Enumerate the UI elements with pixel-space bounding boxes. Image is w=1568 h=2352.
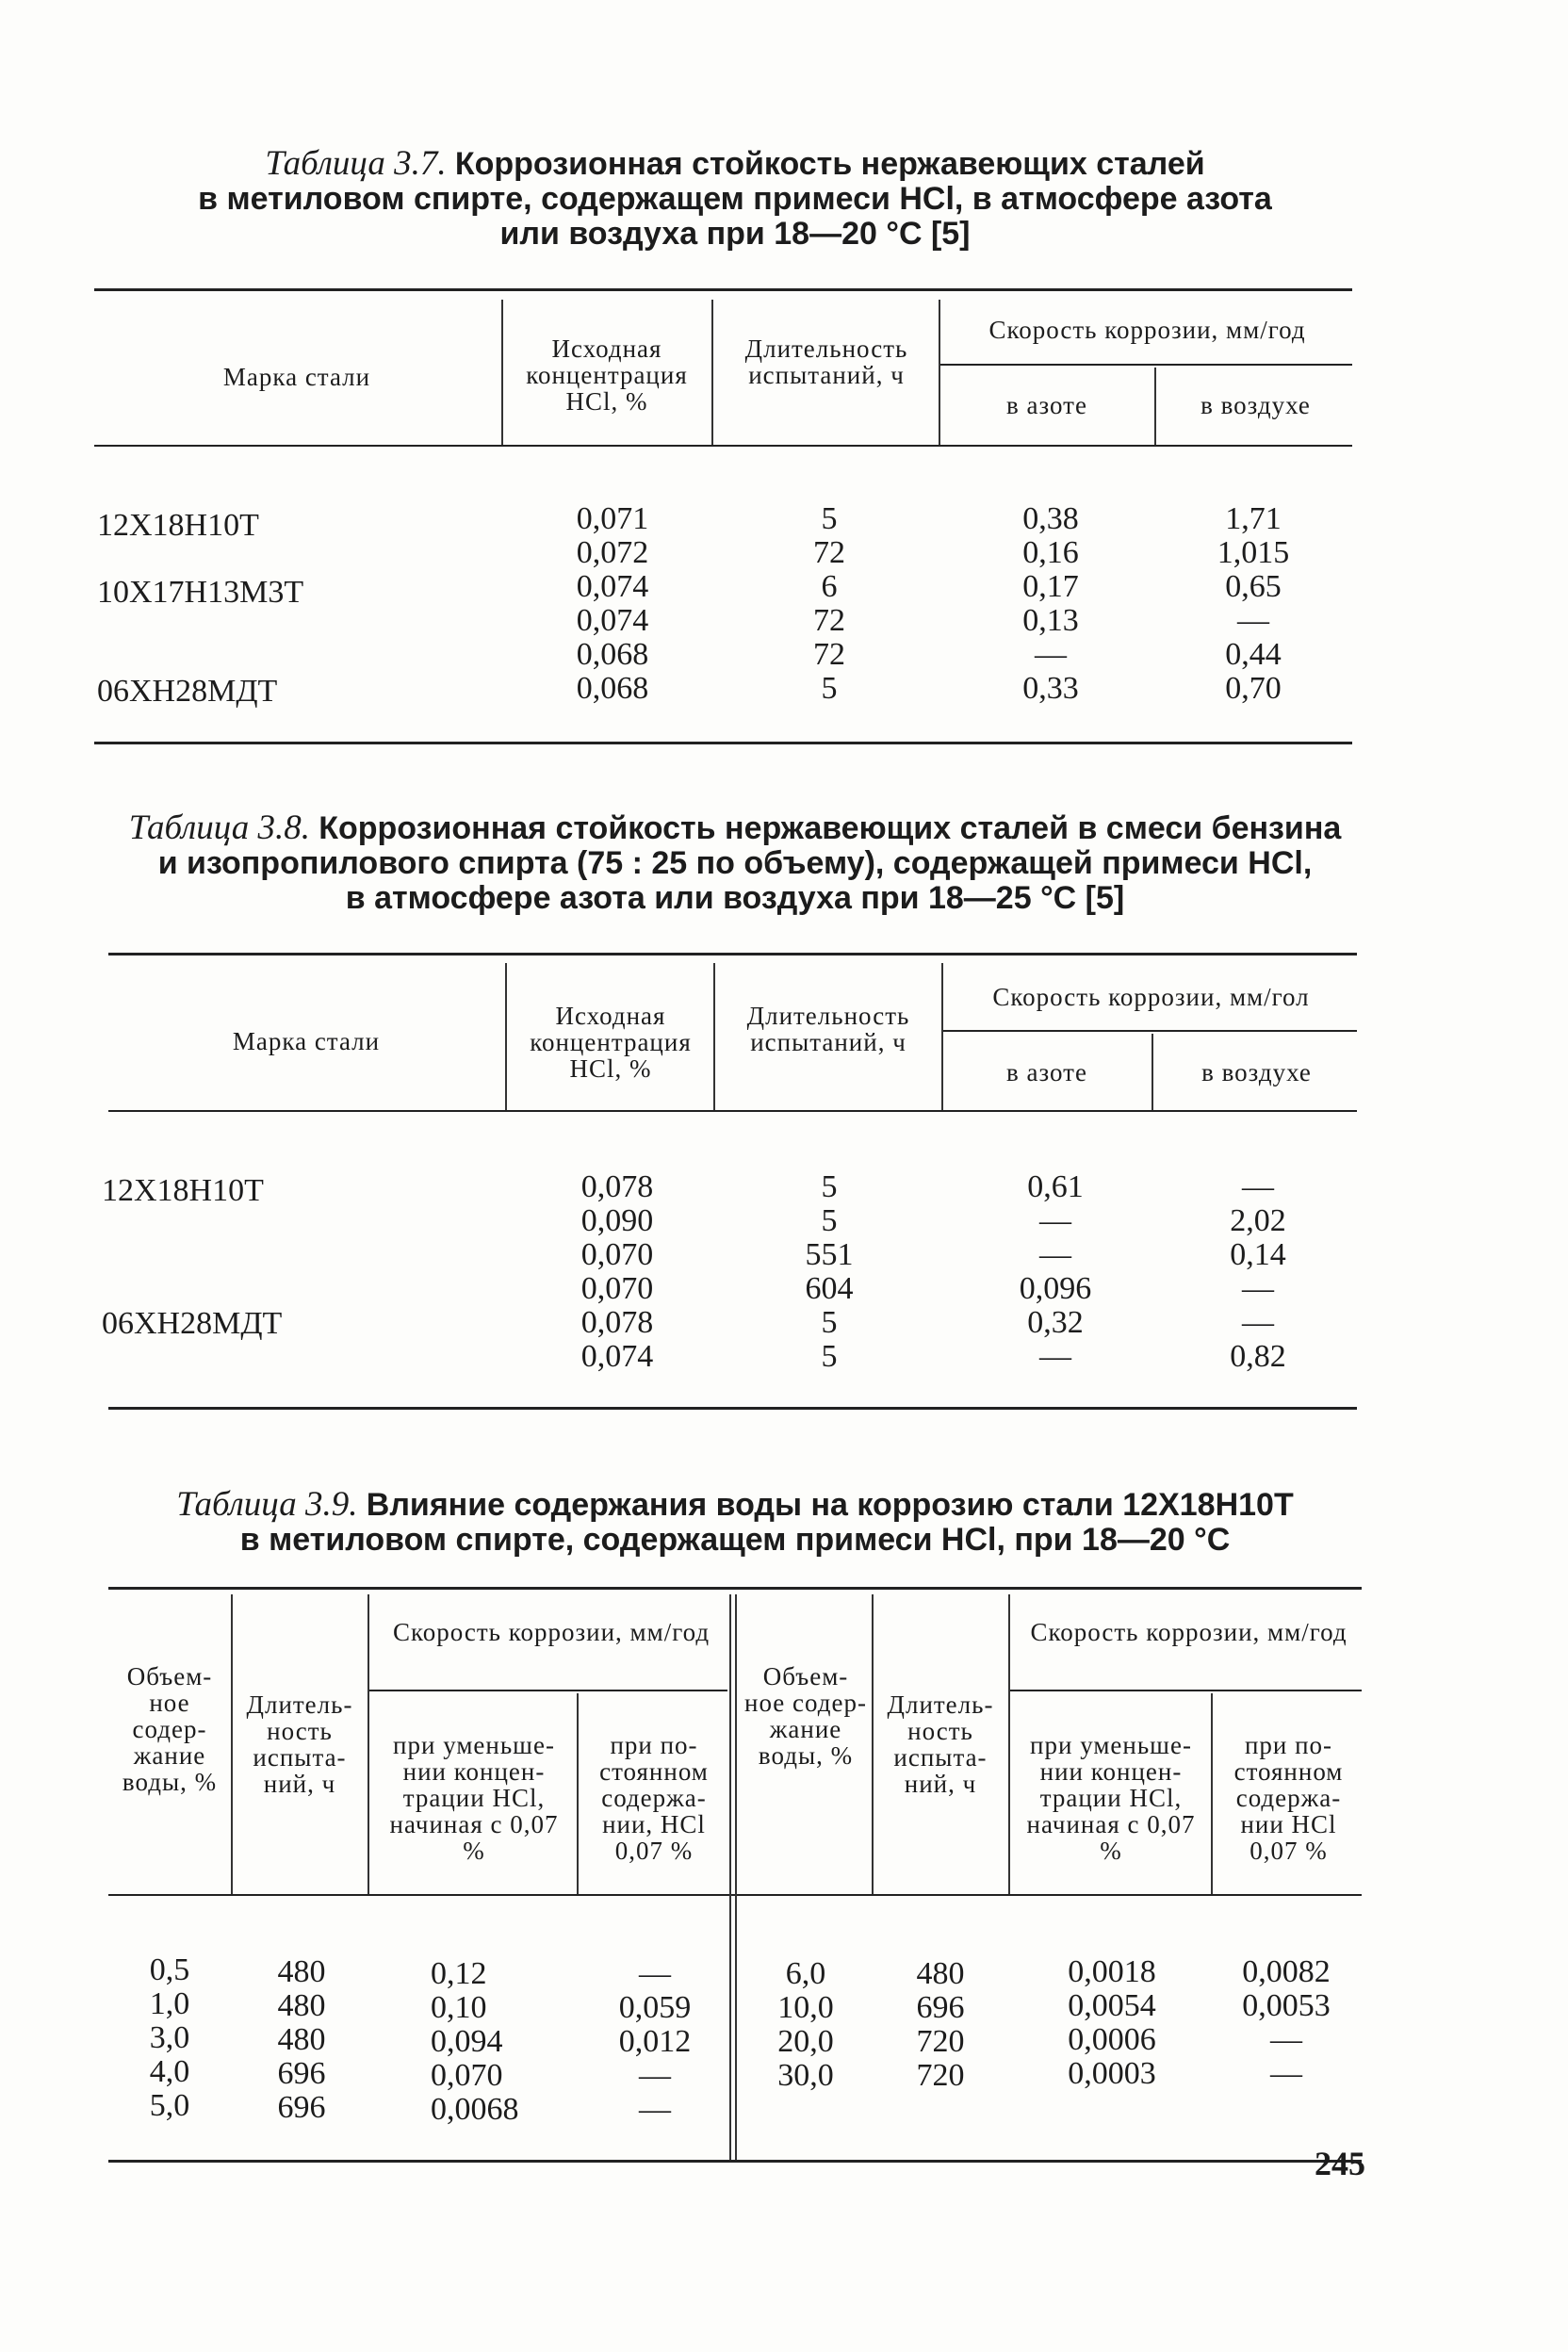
table39-header-rate-right: Скорость коррозии, мм/год <box>1030 1618 1348 1646</box>
table39-cell: 3,0 <box>149 2020 190 2055</box>
table37-caption-label: Таблица 3.7. <box>265 144 447 183</box>
table37-caption-line3: или воздуха при 18—20 °С [5] <box>499 216 971 252</box>
table38-cell: — <box>1242 1305 1274 1340</box>
table38-cell: 0,078 <box>580 1305 654 1340</box>
table39-header-water: Объем-ное содер-жание воды, % <box>122 1662 218 1796</box>
table38-cell: 0,32 <box>1027 1305 1084 1340</box>
table37-cell: 5 <box>821 501 838 536</box>
table38-caption-label: Таблица 3.8. <box>128 808 310 847</box>
table38-cell: 0,070 <box>580 1271 654 1306</box>
table38-cell: 0,074 <box>580 1339 654 1374</box>
table38-cell: 0,090 <box>580 1203 654 1238</box>
table39-cell: — <box>639 2058 671 2093</box>
table37-cell: 0,38 <box>1022 501 1079 536</box>
table39-cell: 696 <box>916 1990 965 2025</box>
table38-cell: — <box>1039 1203 1071 1238</box>
table38-cell: — <box>1039 1237 1071 1272</box>
table37-caption-line2: в метиловом спирте, содержащем примеси HCl, в атмосфере азота <box>198 181 1272 217</box>
table39-cell: 480 <box>277 1988 326 2023</box>
table38-cell: 0,14 <box>1230 1237 1286 1272</box>
table39-cell: 30,0 <box>777 2058 834 2093</box>
table39-cell: 5,0 <box>149 2088 190 2123</box>
table38-cell: 5 <box>821 1305 838 1340</box>
table39-cell: 480 <box>277 1954 326 1989</box>
table37-cell: — <box>1035 637 1067 672</box>
table39-vline <box>872 1594 874 1894</box>
table39-header-dec: при уменьше-нии концен-трации HCl, начиная с 0,07 % <box>389 1731 559 1865</box>
table38-rate-rule <box>942 1030 1357 1032</box>
table38-cell: 2,02 <box>1230 1203 1286 1238</box>
table38-caption-line1: Коррозионная стойкость нержавеющих сталей в смеси бензина <box>318 810 1342 846</box>
table39-double-vline <box>729 1594 731 2160</box>
table39-bottom-rule <box>108 2160 1362 2163</box>
table39-cell: 0,10 <box>431 1990 487 2025</box>
table37-grade: 10Х17Н13М3Т <box>97 575 304 610</box>
table38-grade: 06ХН28МДТ <box>102 1306 283 1341</box>
table38-header-rule <box>108 1110 1357 1112</box>
table37-cell: 0,44 <box>1225 637 1282 672</box>
table38-cell: — <box>1242 1271 1274 1306</box>
table38-cell: 551 <box>805 1237 854 1272</box>
table39-cell: 0,0018 <box>1068 1954 1156 1989</box>
table37-top-rule <box>94 288 1352 291</box>
table39-cell: 0,0053 <box>1242 1988 1331 2023</box>
table38-top-rule <box>108 953 1357 956</box>
table37-cell: 0,13 <box>1022 603 1079 638</box>
table38-cell: — <box>1039 1339 1071 1374</box>
table38-caption <box>85 810 1385 916</box>
table38-cell: 5 <box>821 1203 838 1238</box>
table39-cell: 0,0054 <box>1068 1988 1156 2023</box>
table38-vline <box>1152 1034 1153 1110</box>
table39-double-vline <box>735 1594 737 2160</box>
table37-cell: 1,71 <box>1225 501 1282 536</box>
table38-vline <box>505 963 507 1110</box>
table38-header-n2: в азоте <box>1006 1058 1087 1086</box>
table37-cell: 0,70 <box>1225 671 1282 706</box>
table37-caption <box>85 146 1385 252</box>
table37-cell: 0,074 <box>576 569 649 604</box>
table37-cell: 0,071 <box>576 501 649 536</box>
table39-cell: 720 <box>916 2058 965 2093</box>
table39-header-const-right: при по-стоянном содержа-нии HCl 0,07 % <box>1233 1731 1344 1865</box>
table39-top-rule <box>108 1587 1362 1590</box>
table37-caption-line1: Коррозионная стойкость нержавеющих сталей <box>454 146 1205 182</box>
table39-cell: 20,0 <box>777 2024 834 2059</box>
table38-cell: 0,61 <box>1027 1169 1084 1204</box>
table39-cell: 0,0003 <box>1068 2056 1156 2091</box>
table39-cell: 0,0082 <box>1242 1954 1331 1989</box>
table39-vline <box>231 1594 233 1894</box>
table39-caption <box>85 1487 1385 1558</box>
table39-cell: — <box>1270 2056 1302 2091</box>
table38-cell: 5 <box>821 1169 838 1204</box>
table38-header-dur: Длительность испытаний, ч <box>746 1002 910 1056</box>
table38-header-rate: Скорость коррозии, мм/гол <box>992 983 1310 1011</box>
table37-cell: 0,068 <box>576 671 649 706</box>
table37-header-rate: Скорость коррозии, мм/год <box>988 316 1306 344</box>
table37-header-n2: в азоте <box>1006 391 1087 419</box>
table38-cell: 0,078 <box>580 1169 654 1204</box>
table37-cell: 0,33 <box>1022 671 1079 706</box>
table37-cell: 0,074 <box>576 603 649 638</box>
table37-cell: 72 <box>813 637 845 672</box>
table37-header-rule <box>94 445 1352 447</box>
table37-header-air: в воздухе <box>1200 391 1311 419</box>
table37-cell: — <box>1237 603 1269 638</box>
table39-cell: 1,0 <box>149 1986 190 2021</box>
table39-cell: — <box>639 2092 671 2127</box>
table39-header-dec-right: при уменьше-нии концен-трации HCl, начиная с 0,07 % <box>1026 1731 1196 1865</box>
table39-cell: 696 <box>277 2056 326 2091</box>
table37-vline <box>501 300 503 445</box>
table39-cell: 6,0 <box>785 1956 826 1991</box>
table39-header-water-right: Объем-ное содер-жание воды, % <box>744 1662 867 1770</box>
table37-header-dur: Длительность испытаний, ч <box>744 335 908 389</box>
table39-cell: 0,0068 <box>431 2092 519 2127</box>
table38-header-air: в воздухе <box>1201 1058 1312 1086</box>
table38-cell: 604 <box>805 1271 854 1306</box>
table39-cell: 0,070 <box>431 2058 503 2093</box>
page-number: 245 <box>1315 2145 1365 2182</box>
table39-cell: 0,0006 <box>1068 2022 1156 2057</box>
table39-cell: 696 <box>277 2090 326 2125</box>
table37-cell: 1,015 <box>1217 535 1290 570</box>
table37-cell: 5 <box>821 671 838 706</box>
table37-vline <box>1154 368 1156 445</box>
table39-rate-rule-right <box>1010 1690 1362 1691</box>
table39-header-const: при по-стоянном содержа-нии, HCl 0,07 % <box>599 1731 709 1865</box>
table38-cell: 0,82 <box>1230 1339 1286 1374</box>
table37-cell: 0,16 <box>1022 535 1079 570</box>
table39-cell: 0,12 <box>431 1956 487 1991</box>
table39-header-rate: Скорость коррозии, мм/год <box>392 1618 710 1646</box>
table39-cell: 0,059 <box>618 1990 692 2025</box>
table39-rate-rule-left <box>369 1690 727 1691</box>
table37-cell: 0,65 <box>1225 569 1282 604</box>
table37-vline <box>711 300 713 445</box>
table38-header-grade: Марка стали <box>232 1027 381 1055</box>
table38-caption-line2: и изопропилового спирта (75 : 25 по объему), содержащей примеси HCl, <box>157 845 1313 881</box>
table37-header-conc: Исходная концентрация HCl, % <box>526 335 688 416</box>
table38-vline <box>713 963 715 1110</box>
table39-cell: — <box>639 1956 671 1991</box>
table38-vline <box>941 963 943 1110</box>
table38-header-conc: Исходная концентрация HCl, % <box>530 1002 692 1083</box>
table38-caption-line3: в атмосфере азота или воздуха при 18—25 °С [5] <box>345 880 1125 916</box>
table39-header-dur: Длитель-ность испыта-ний, ч <box>246 1690 353 1798</box>
table39-cell: 0,094 <box>431 2024 503 2059</box>
table38-cell: 0,096 <box>1019 1271 1092 1306</box>
table39-vline <box>1211 1693 1213 1894</box>
table37-grade: 06ХН28МДТ <box>97 674 278 709</box>
table39-vline <box>577 1693 579 1894</box>
table38-grade: 12Х18Н10Т <box>102 1173 264 1208</box>
table37-cell: 0,17 <box>1022 569 1079 604</box>
table39-vline <box>368 1594 369 1894</box>
table39-cell: 10,0 <box>777 1990 834 2025</box>
table37-vline <box>939 300 940 445</box>
table39-cell: 720 <box>916 2024 965 2059</box>
table39-cell: 4,0 <box>149 2054 190 2089</box>
table37-header-grade: Марка стали <box>222 363 371 391</box>
table37-cell: 0,068 <box>576 637 649 672</box>
table39-cell: 480 <box>277 2022 326 2057</box>
table37-cell: 6 <box>821 569 838 604</box>
table37-cell: 0,072 <box>576 535 649 570</box>
table38-cell: 5 <box>821 1339 838 1374</box>
table37-bottom-rule <box>94 742 1352 744</box>
table39-caption-label: Таблица 3.9. <box>176 1485 358 1524</box>
table39-caption-line1: Влияние содержания воды на коррозию стали 12Х18Н10Т <box>366 1487 1294 1523</box>
table39-cell: 0,012 <box>618 2024 692 2059</box>
table37-cell: 72 <box>813 535 845 570</box>
table39-vline <box>1008 1594 1010 1894</box>
table37-rate-rule <box>939 364 1352 366</box>
table37-cell: 72 <box>813 603 845 638</box>
table38-cell: — <box>1242 1169 1274 1204</box>
table39-cell: 0,5 <box>149 1952 190 1987</box>
table39-cell: — <box>1270 2022 1302 2057</box>
table39-caption-line2: в метиловом спирте, содержащем примеси HCl, при 18—20 °С <box>239 1522 1231 1558</box>
table39-cell: 480 <box>916 1956 965 1991</box>
table38-cell: 0,070 <box>580 1237 654 1272</box>
table37-grade: 12Х18Н10Т <box>97 508 259 543</box>
table38-bottom-rule <box>108 1407 1357 1410</box>
table39-header-dur-right: Длитель-ность испыта-ний, ч <box>887 1690 994 1798</box>
